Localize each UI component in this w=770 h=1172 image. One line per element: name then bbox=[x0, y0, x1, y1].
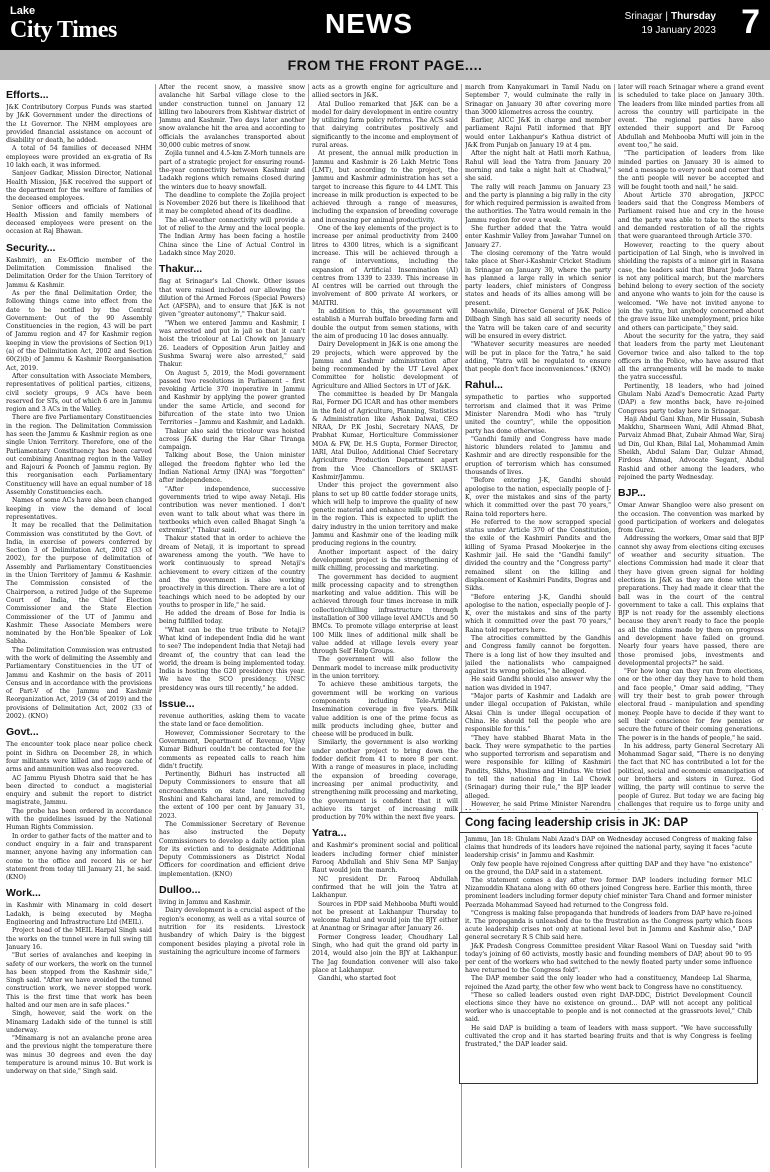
jkpcc-paragraph: Pertinently, 18 leaders, who had joined Ghulam Nabi Azad's Democratic Azad Party (DAP) a few months back, have re-joined Congress party today here in Srinagar. bbox=[618, 382, 764, 415]
yatra-paragraph: Meanwhile, Director General of J&K Police Dilbagh Singh has said all security needs of the Yatra will be taken care of and security will be ensured in every district. bbox=[465, 308, 611, 340]
masthead bbox=[0, 0, 770, 50]
yatra-paragraph: march from Kanyakumari in Tamil Nadu on September 7, would culminate the rally in Srinagar on January 30 after covering more than 3000 kilometres across the country. bbox=[465, 84, 611, 116]
dap-article-paragraph: The statement comes a day after two former DAP leaders including former MLC Nizamuddin Khatana along with 60 others joined Congress here. Earlier this month, three prominent leaders including former deputy chief minister Tara Chand and former minister Peerzada Mohammad Sayeed had returned to the Congress fold. bbox=[465, 877, 752, 909]
security-paragraph: Names of some ACs have also been changed keeping in view the demand of local representatives. bbox=[6, 497, 152, 521]
yatra-heading: Yatra... bbox=[312, 827, 347, 840]
logo-top-text: Lake bbox=[10, 5, 36, 17]
rahul-paragraph: "Before entering J-K, Gandhi should apologise to the nation, especially people of J-K, over the mistakes and sins of the party which it committed over the past 70 years," Raina told reporters here. bbox=[465, 477, 611, 518]
bjp-paragraph: In his address, party General Secretary Ali Mohammad Sagar said, "There is no denying the fact that NC has contributed a lot for the political, social and economic emancipation of our brothers and sisters in Gurez. God willing, the party will continue to serve the people of Gurez. But today we are facing big challenges that require us to forge unity and bbox=[618, 742, 764, 808]
govt-paragraph: AC Jammu Piyush Dhotra said that he has been directed to conduct a magisterial enquiry and submit the report to district magistrate, Jammu. bbox=[6, 774, 152, 807]
yatra-paragraph: and Kashmir's prominent social and political leaders including former chief minister Farooq Abdullah and Shiv Sena MP Sanjay Raut would join the march. bbox=[312, 842, 458, 875]
efforts-paragraph: Senior officers and officials of National Health Mission and family members of deceased employees were present on the occasion at Raj Bhawan. bbox=[6, 203, 152, 236]
jkpcc-paragraph: Haji Abdul Gani Khan, Mir Hussain, Subash Makkhu, Sharmeen Wani, Adil Ahmad Bhat, Parvaiz Ahmad Bhat, Zubair Ahmad War, Siraj ud Din, Gul Khan, Bilal Lal, Mohammad Amin Sheikh, Abdul Salam Dar, Gulzar Ahmad, Firdous Ahmad, Advocate Segant, Abdul Rashid and other among the leaders, who rejoined the party Wednesday. bbox=[618, 415, 764, 481]
dap-article-paragraph: Jammu, Jan 18: Ghulam Nabi Azad's DAP on Wednesday accused Congress of making false claims that hundreds of its leaders have rejoined the national party, saying it faces "acute leadership crisis" in Jammu and Kashmir. bbox=[465, 836, 752, 860]
rahul-paragraph: He said Gandhi should also answer why the nation was divided in 1947. bbox=[465, 676, 611, 692]
work-paragraph: The deadline to complete the Zojila project is November 2026 but there is likelihood that it may be completed ahead of its deadline. bbox=[159, 191, 305, 216]
work-paragraph: in Kashmir with Minamarg in cold desert Ladakh, is being executed by Megha Engineering and Infrastructure Ltd (MEIL). bbox=[6, 902, 152, 927]
dateline-city: Srinagar bbox=[624, 11, 663, 22]
dateline-day: Thursday bbox=[670, 11, 716, 22]
rahul-paragraph: He referred to the now scrapped special status under Article 370 of the Constitution, the exile of the Kashmiri Pandits and the killing of Syama Prasad Mookerjee in the Kashmir jail. He said the "Gandhi family" divided the country and the "Congress party" remained silent on the killing and displacement of Kashmiri Pandits, Dogras and Sikhs. bbox=[465, 518, 611, 593]
dulloo-heading: Dulloo... bbox=[159, 884, 201, 897]
kicker-text: FROM THE FRONT PAGE.... bbox=[287, 57, 483, 73]
dulloo-paragraph: living in Jammu and Kashmir. bbox=[159, 899, 252, 907]
thakur-paragraph: flag at Srinagar's Lal Chowk. Other issues that were raised included our allowing the dilution of the Armed Forces (Special Powers) Act (AFSPA), and to ensure that J&K is not given "greater autonomy"," Thakur said. bbox=[159, 278, 305, 319]
efforts-paragraph: J&K Contributory Corpus Funds was started by J&K Government under the directions of the Lt Governor. The NHM employees are provided financial assistance on account of disability or death, he added. bbox=[6, 104, 152, 145]
thakur-paragraph: "After independence, successive governments tried to wipe away Netaji. His contribution was never mentioned. I don't even want to talk about what was there in textbooks which even called Bhagat Singh 'a extremist'," Thakur said. bbox=[159, 485, 305, 535]
yatra-paragraph: The rally will reach Jammu on January 23 and the party is planning a big rally in the city for which required permission is awaited from the authorities. The Yatra would remain in the Jammu region for over a week. bbox=[465, 183, 611, 224]
govt-paragraph: The encounter took place near police check point in Sidhra on December 28, in which four militants were killed and huge cache of arms and ammunition was also recovered. bbox=[6, 741, 152, 774]
dap-article-paragraph: Only few people have rejoined Congress after quitting DAP and they have "no existence" on the ground, the DAP said in a statement. bbox=[465, 860, 752, 876]
dateline-separator: | bbox=[665, 11, 668, 22]
rahul-paragraph: "Before entering J-K, Gandhi should apologise to the nation, especially people of J-K, over the mistakes and sins of the party which it committed over the past 70 years," Raina told reporters here. bbox=[465, 593, 611, 634]
thakur-paragraph: Thakur stated that in order to achieve the dream of Netaji, it is important to spread awareness among the youth. "We have to work continuously to spread Netaji's achievement to every citizen of the country and the government is also working proactively in this direction. There are a lot of teachings which need to be adopted by our youths to prosper in life," he said. bbox=[159, 535, 305, 609]
work-paragraph: "Minamarg is not an avalanche prone area and the previous night the temperature there was minus 30 degrees and even the day temperature is around minus 10. But work is underway on that side," Singh said. bbox=[6, 1035, 152, 1076]
dulloo-paragraph: acts as a growth engine for agriculture and allied sectors in J&K. bbox=[312, 84, 458, 100]
column-4 bbox=[465, 84, 611, 810]
dap-article-paragraph: He said DAP is building a team of leaders with mass support. "We have successfully cultivated the crop and it has started bearing fruits and that is why Congress is feeling frustrated," the DAP leader said. bbox=[465, 1024, 752, 1049]
work-paragraph: "But series of avalanches and keeping in safety of our workers, the work on the tunnel has been stopped from the Kashmir side," Singh said. "After we have avoided the tunnel construction work, we never stopped work. This is the first time that work has been halted and our men are in safe places." bbox=[6, 952, 152, 1009]
dulloo-paragraph: To achieve these ambitious targets, the government will be working on various components including Tele-Artificial Insemination coverage in five years. Milk value addition is one of the prime focus as milk products including ghee, butter and cheese will be produced in bulk. bbox=[312, 681, 458, 739]
dateline bbox=[625, 10, 716, 38]
thakur-paragraph: He added the dream of Bose for India is being fulfilled today. bbox=[159, 610, 305, 626]
work-paragraph: After the recent snow, a massive snow avalanche hit Sarbal village close to the under construction tunnel on January 12 killing two labourers from Kishtwar district of Jammu and Kashmir. Two days later another snow avalanche hit the area and according to officials the avalanches transported about 30,000 cubic metres of snow. bbox=[159, 84, 305, 150]
dulloo-paragraph: Dairy Development in J&K is one among the 29 projects, which were approved by the Jammu and Kashmir administration after being recommended by the UT Level Apex Committee for holistic development of Agriculture and Allied Sectors in UT of J&K. bbox=[312, 341, 458, 390]
yatra-paragraph: After the night halt at Hatli morh Kathua, Rahul will lead the Yatra from January 20 morning and take a night halt at Chadwal," she said. bbox=[465, 150, 611, 183]
rahul-paragraph: The atrocities committed by the Gandhis and Congress family cannot be forgotten. There is a long list of how they insulted and jailed the nationalists who campaigned against its wrong policies," he alleged. bbox=[465, 635, 611, 676]
govt-paragraph: The probe has been ordered in accordance with the guidelines issued by the National Human Rights Commission. bbox=[6, 807, 152, 832]
yatra-paragraph: Sources in PDP said Mehbooba Mufti would not be present at Lakhanpur Thursday to welcome Rahul and would join the BJY either at Anantnag or Srinagar after January 26. bbox=[312, 900, 458, 933]
column-rule bbox=[155, 84, 156, 1168]
efforts-heading: Efforts... bbox=[6, 89, 49, 101]
section-title: NEWS bbox=[325, 8, 413, 39]
yatra-paragraph: Earlier, AICC J&K in charge and member parliament Rajni Patil informed that BJY would enter Lakhanpur's Kathua district of J&K from Punjab on January 19 at 4 pm. bbox=[465, 117, 611, 150]
thakur-paragraph: "When we entered Jammu and Kashmir, I was arrested and put in jail so that it can't hoist the tricolour at Lal Chowk on January 26. Leaders of Opposition Arun Jaitley and Sushma Swaraj were also arrested," said Thakur. bbox=[159, 319, 305, 369]
rahul-paragraph: "They have stabbed Bharat Mata in the back. They were sympathetic to the parties who supported terrorism and separatism and were responsible for killing of Kashmiri Pandits, Sikhs, Muslims and Hindus. We tried to tell the national flag in Lal Chowk (Srinagar) during their rule," the BJP leader alleged. bbox=[465, 734, 611, 800]
dap-article-headline: Cong facing leadership crisis in JK: DAP bbox=[460, 813, 757, 833]
rahul-paragraph: "Gandhi family and Congress have made historic blunders related to Jammu and Kashmir and are directly responsible for the eruption of terrorism which has consumed thousands of lives. bbox=[465, 435, 611, 477]
issue-paragraph: The Commissioner Secretary of Revenue has also instructed the Deputy Commissioners to develop a daily action plan for its eviction and to designate Additional Deputy Commissioners as District Nodal Officers for coordination and efficient drive implementation. (KNO) bbox=[159, 820, 305, 878]
column-2 bbox=[159, 84, 305, 1168]
jkpcc-paragraph: About the security for the yatra, they said that leaders from the party met Lieutenant Governor twice and also talked to the top officers in the Police, who have assured that all the arrangements will be made to make the yatra successful. bbox=[618, 332, 764, 382]
security-heading: Security... bbox=[6, 241, 56, 254]
bjp-paragraph: Addressing the workers, Omar said that BJP cannot shy away from elections citing excuses of weather and security situation. The elections Commission had made it clear that they have given green signal for holding elections in J&K as they are done with the preparations. They had made it clear that the ball was in the court of the central government to take a call. This explains that BJP is not ready for the assembly elections because they aren't ready to face the people as all the claims made by them on progress and development have failed on ground. Nearly four years have passed, there are those promised jobs, investments and developmental projects?" he said. bbox=[618, 535, 764, 667]
logo-main-text: City Times bbox=[10, 17, 117, 43]
work-paragraph: The all-weather connectivity will provide a lot of relief to the Army and the local people. The Indian Army has been facing a hostile China since the Line of Actual Control in Ladakh since May 2020. bbox=[159, 216, 305, 257]
thakur-heading: Thakur... bbox=[159, 263, 203, 276]
column-rule bbox=[308, 84, 309, 1168]
dulloo-paragraph: In addition to this, the government will establish a Murrah buffalo breeding farm and double the output from semen stations, with the aim of producing 10 lac doses annually. bbox=[312, 308, 458, 340]
yatra-paragraph: She further added that the Yatra would enter Kashmir Valley from Jawahar Tunnel on January 27. bbox=[465, 225, 611, 249]
thakur-paragraph: "What can be the true tribute to Netaji? What kind of independent India did he want to see? The independent India that Netaji had dreamt of, the country that can lead the world, the dream is being implemented today. India is hosting the G20 presidency this year. We have the SCO presidency. UNSC presidency was ours till recently," he added. bbox=[159, 626, 305, 692]
kicker-bar bbox=[0, 50, 770, 80]
dulloo-paragraph: Dairy development is a crucial aspect of the region's economy, as well as a vital source of nutrition for its residents. Livestock husbandry of which Dairy is the biggest component besides playing a pivotal role in sustaining the agriculture income of farmers bbox=[159, 907, 305, 956]
work-heading: Work... bbox=[6, 887, 41, 900]
dap-article-paragraph: "These so called leaders ousted even right DAP-DDC, District Development Council elections since they have no existence on ground... DAP will not accept any political worker who is unacceptable to people and is not connected at the grassroots level," Chib said. bbox=[465, 991, 752, 1024]
dap-article-paragraph: The DAP member said the only leader who had a constituency, Mandeep Lal Sharma, rejoined the Azad party, the other few who went back to Congress have no constituency. bbox=[465, 975, 752, 991]
security-paragraph: Kashmir), an Ex-Officio member of the Delimitation Commission finalised the Delimitation Order for the Union Territory of Jammu & Kashmir. bbox=[6, 256, 152, 289]
security-paragraph: As per the final Delimitation Order, the following things came into effect from the date to be notified by the Central Government: Out of the 90 Assembly Constituencies in the region, 43 will be part of Jammu region and 47 for Kashmir region keeping in view the provisions of Section 9(1)(a) of the Delimitation Act, 2002 and Section 60(2)(b) of Jammu & Kashmir Reorganisation Act, 2019. bbox=[6, 289, 152, 372]
column-3 bbox=[312, 84, 458, 1168]
yatra-paragraph: The closing ceremony of the Yatra would take place at Sher-i-Kashmir Cricket Stadium in Srinagar on January 30, where the party has planned a large rally in which senior party leaders, chief ministers of Congress states and heads of its allies among will be present. bbox=[465, 249, 611, 307]
security-paragraph: The Delimitation Commission was entrusted with the work of delimiting the Assembly and Parliamentary Constituencies in the UT of Jammu and Kashmir on the basis of 2011 Census and in accordance with the provisions of Part-V of the Jammu and Kashmir Reorganization Act, 2019 (34 of 2019) and the provisions of Delimitation Act, 2002 (33 of 2002). (KNO) bbox=[6, 646, 152, 721]
rahul-heading: Rahul... bbox=[465, 379, 503, 392]
thakur-paragraph: Thakur also said the tricolour was hoisted across J&K during the Har Ghar Tiranga campaign. bbox=[159, 427, 305, 452]
newspaper-logo bbox=[10, 6, 140, 43]
rahul-paragraph: sympathetic to parties who supported terrorism and claimed that it was Prime Minister Narendra Modi who has "truly united the country", while the opposition party has done otherwise. bbox=[465, 394, 611, 435]
dateline-date: 19 January 2023 bbox=[641, 25, 716, 36]
dulloo-paragraph: One of the key elements of the project is to increase per animal productivity from 2400 litres to 4300 litres, which is a significant increase. This will be achieved through a range of interventions, including the expansion of Artificial Insemination (AI) centres from 1339 to 2339. This increase in AI centres will be carried out through the involvement of 800 private AI workers, or MAITRI. bbox=[312, 225, 458, 307]
dulloo-paragraph: The government will also follow the Denmark model to increase milk productivity in the union territory. bbox=[312, 656, 458, 681]
dap-article-paragraph: "Congress is making false propaganda that hundreds of leaders from DAP have re-joined it. The propaganda is unleashed due to the frustration as the Congress party which faces acute leadership crises not only at national level but in Jammu and Kashmir also," DAP general secretary R S Chib said here. bbox=[465, 909, 752, 942]
security-paragraph: It may be recalled that the Delimitation Commission was constituted by the Govt. of India, in exercise of powers conferred by Section 3 of Delimitation Act, 2002 (33 of 2002), for the purpose of delimitation of Assembly and Parliamentary Constituencies in the Union Territory of Jammu & Kashmir. The Commission consisted of the Chairperson, a retired Judge of the Supreme Court of India, the Chief Election Commissioner and the State Election Commissioner of the UT of Jammu and Kashmir. These Associate Members were nominated by the Hon'ble Speaker of Lok Sabha. bbox=[6, 522, 152, 646]
page-number: 7 bbox=[741, 3, 760, 41]
dulloo-paragraph: The government has decided to augment milk processing capacity and to strengthen marketing and value addition. This will be achieved through four times increase in milk collection/chilling infrastructure through installation of 300 village level AMCUs and 50 BMCs. To promote village enterprise at least 100 Milk lines of additional milk shall be value added at village levels every year through Self Help Groups. bbox=[312, 573, 458, 656]
dulloo-paragraph: At present, the annual milk production in Jammu and Kashmir is 26 Lakh Metric Tons (LMT), but according to the project, the Jammu and Kashmir administration has set a target to increase this figure to 44 LMT. This increase in milk production is expected to be achieved through a range of measures, including the expansion of breeding coverage and increasing per animal productivity. bbox=[312, 150, 458, 224]
column-rule bbox=[614, 84, 615, 810]
bjp-paragraph: Omar Anwar Shangloo were also present on the occasion. The convention was marked by good participation of workers and delegates from Gurez. bbox=[618, 502, 764, 535]
dap-article-body bbox=[460, 833, 757, 1052]
jkpcc-paragraph: "The participation of leaders from like minded parties on January 30 is aimed to send a message to every nook and corner that the anti people will never be accepted and will be fought tooth and nail," he said. bbox=[618, 150, 764, 191]
jkpcc-paragraph: later will reach Srinagar where a grand event is scheduled to take place on January 30th. The leaders from like minded parties from all across the country will participate in the event. The regional parties have also extended their support and Dr Farooq Abdullah and Mehbooba Mufti will join in the event too," he said. bbox=[618, 84, 764, 150]
column-1 bbox=[6, 84, 152, 1168]
dulloo-paragraph: Another important aspect of the dairy development project is the strengthening of milk chilling, processing and marketing. bbox=[312, 548, 458, 573]
govt-heading: Govt... bbox=[6, 726, 39, 739]
issue-paragraph: Pertinently, Bidhuri has instructed all Deputy Commissioners to ensure that all encroachments on state land, including Roshini and Kahcharai land, are removed to the extent of 100 per cent by January 31, 2023. bbox=[159, 771, 305, 820]
govt-paragraph: In order to gather facts of the matter and to conduct enquiry in a fair and transparent manner, anyone having any information can come to the office and record his or her statement from today till January 21, he said. (KNO) bbox=[6, 832, 152, 882]
dap-article-box bbox=[459, 812, 758, 1084]
efforts-paragraph: A total of 54 families of deceased NHM employees were provided an ex-gratia of Rs 10 lakh each, it was informed. bbox=[6, 145, 152, 170]
dulloo-paragraph: The committee is headed by Dr Mangala Rai, Former DG ICAR and has other members in the field of Agriculture, Planning, Statistics & Administration like Ashok Dalwai, CEO NRAA, Dr P.K Joshi, Secretary NAAS, Dr Prabhat Kumar, Horticulture Commissioner MOA & FW, Dr. H.S Gupta, Former Director, IARI, Atal Dulloo, Additional Chief Secretary Agriculture Production Department apart from the Vice Chancellors of SKUAST-Kashmir/Jammu. bbox=[312, 390, 458, 481]
thakur-paragraph: On August 5, 2019, the Modi government passed two resolutions in Parliament – first revoking Article 370 inoperative in Jammu and Kashmir by applying the power granted under the same Article, and second for bifurcation of the state into two Union Territories – Jammu and Kashmir, and Ladakh. bbox=[159, 369, 305, 427]
security-paragraph: After consultation with Associate Members, representatives of political parties, citizens, civil society groups, 9 ACs have been reserved for STs, out of which 6 are in Jammu region and 3 ACs in the Valley. bbox=[6, 372, 152, 414]
security-paragraph: There are five Parliamentary Constituencies in the region. The Delimitation Commission has seen the Jammu & Kashmir region as one single Union Territory. Therefore, one of the Parliamentary Constituency has been carved out combining Anantnag region in the Valley and Rajouri & Poonch of Jammu region. By this reorganisation each Parliamentary Constituency will have an equal number of 18 Assembly Constituencies each. bbox=[6, 414, 152, 497]
dulloo-paragraph: Atal Dulloo remarked that J&K can be a model for dairy development in entire country by utilizing farm policy reforms. The ACS said that dairying contributes positively and significantly to the income and employment of rural areas. bbox=[312, 100, 458, 150]
efforts-paragraph: Sanjeev Gadkar, Mission Director, National Health Mission, J&K received the support of the department for the welfare of families of the deceased employees. bbox=[6, 170, 152, 203]
issue-paragraph: revenue authorities, asking them to vacate the state land or face demolition. bbox=[159, 713, 305, 729]
yatra-paragraph: "Whatever security measures are needed will be put in place for the Yatra," he said adding, "Yatra will be regulated to ensure that people don't face inconveniences." (KNO) bbox=[465, 341, 611, 374]
yatra-paragraph: Former Congress leader, Choudhary Lal Singh, who had quit the grand old party in 2014, would also join the BJY at Lakhanpur. The Jag foundation convener will also take place at Lakhanpur. bbox=[312, 933, 458, 974]
jkpcc-paragraph: About Article 370 abrogation, JKPCC leaders said that the Congress Members of Parliament raised hue and cry in the house and the party was able to take to the streets and demanded restoration of all the rights that were guaranteed through Article 370. bbox=[618, 191, 764, 241]
yatra-paragraph: NC president Dr. Farooq Abdullah confirmed that he will join the Yatra at Lakhanpur. bbox=[312, 875, 458, 900]
issue-heading: Issue... bbox=[159, 698, 195, 711]
dulloo-paragraph: Under this project the government also plans to set up 80 cattle fodder storage units, which will help to improve the quality of new genetic material and enhance milk production in the region. This is expected to uplift the dairy industry in the union territory and make Jammu and Kashmir one of the leading milk producing regions in the country. bbox=[312, 482, 458, 548]
dulloo-paragraph: Similarly, the government is also working under another project to bring down the fodder deficit from 41 to more 8 per cent. With a range of measures in place, including the expansion of breeding coverage, increasing per animal productivity, and strengthening milk processing and marketing, the government is confident that it will achieve its target of increasing milk production by 70% within the next five years. bbox=[312, 739, 458, 822]
dap-article-paragraph: J&K Pradesh Congress Committee president Vikar Rasool Wani on Tuesday said "with today's joining of 60 activists, mostly basic and founding members of DAP, about 90 to 95 per cent of the workers who had switched to the newly floated party under some influence have returned to the Congress fold". bbox=[465, 942, 752, 975]
bjp-paragraph: "For how long can they run from elections, one or the other day they have to hold them and face people," Omar said adding, "They will try their best to grab power through electoral fraud – manipulation and spending money. People have to decide if they want to sell their conscience for few pennies or secure the future of their coming generations. The power is in the hands of people," he said. bbox=[618, 668, 764, 742]
work-paragraph: Project head of the MEIL Harpal Singh said the works on the tunnel were in full swing till January 16. bbox=[6, 927, 152, 951]
rahul-paragraph: "Major parts of Kashmir and Ladakh are under illegal occupation of Pakistan, while Aksai Chin is under illegal occupation of China. He should tell the people who are responsible for this." bbox=[465, 693, 611, 734]
thakur-paragraph: Talking about Bose, the Union minister alleged the freedom fighter who led the Indian National Army (INA) was "forgotten" after independence. bbox=[159, 452, 305, 485]
issue-paragraph: However, Commissioner Secretary to the Government, Department of Revenue, Vijay Kumar Bidhuri couldn't be contacted for the comments as repeated calls to reach him didn't fructify. bbox=[159, 729, 305, 770]
jkpcc-paragraph: However, reacting to the query about participation of Lal Singh, who is involved in shielding the rapists of a minor girl in Rasana case, the leaders said that Bharat Jodo Yatra is not any political march, but the marchers behind belong to every section of the society and anyone who wants to join for the cause is welcomed. "We have not invited anyone to join the yatra, but anybody concerned about the grave issue like unemployment, price hike and others can participate," they said. bbox=[618, 241, 764, 332]
work-paragraph: Zojila tunnel and 4.5-km Z-Morh tunnels are part of a strategic project for ensuring round-the-year connectivity between Kashmir and Ladakh regions which remains closed during the winters due to heavy snowfall. bbox=[159, 150, 305, 191]
bjp-heading: BJP... bbox=[618, 487, 646, 500]
rahul-paragraph: However, he said Prime Minister Narendra bbox=[471, 800, 611, 808]
yatra-paragraph: Gandhi, who started foot bbox=[318, 975, 397, 983]
work-paragraph: Singh, however, said the work on the Minamarg Ladakh side of the tunnel is still underway. bbox=[6, 1010, 152, 1034]
column-5 bbox=[618, 84, 764, 810]
